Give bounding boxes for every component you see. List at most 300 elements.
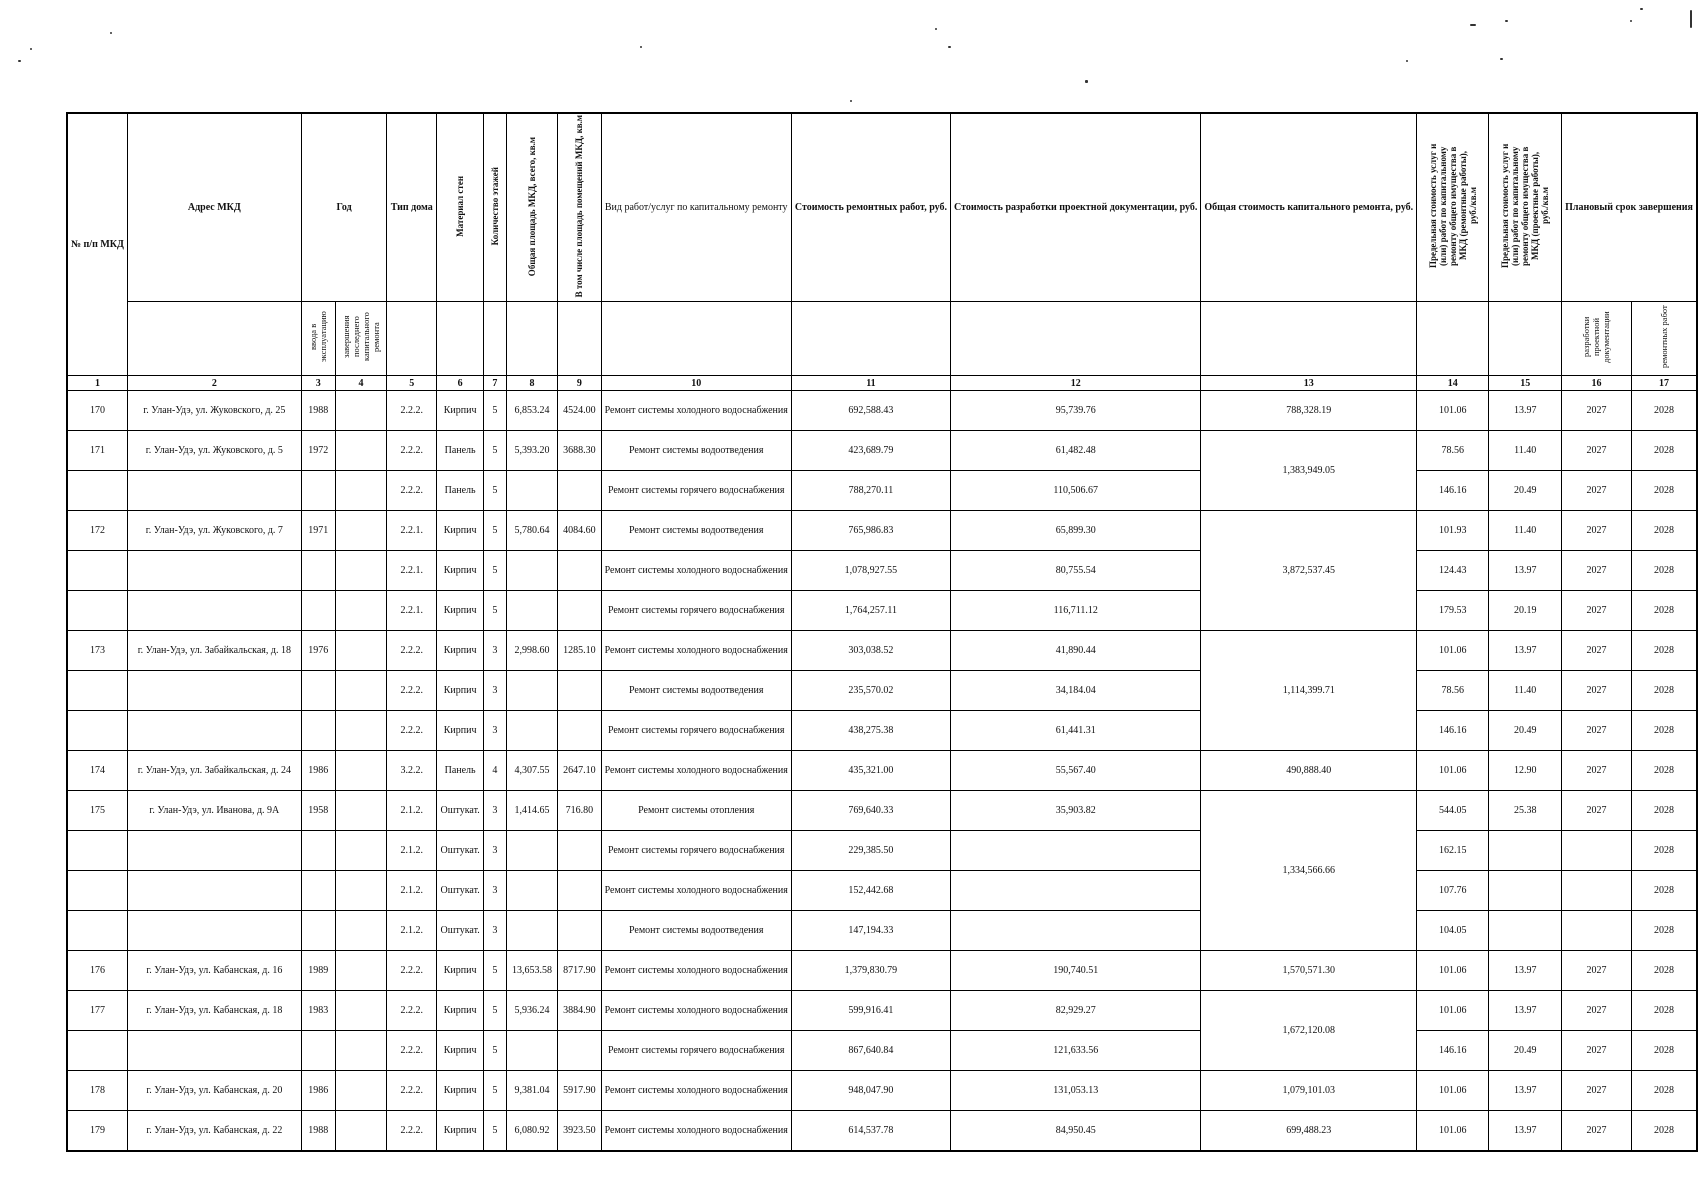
table-row — [67, 1111, 1697, 1151]
repair-cost-cell: 788,270.11 — [791, 471, 950, 511]
row-number — [67, 871, 127, 911]
work-type-cell: Ремонт системы водоотведения — [601, 671, 791, 711]
house-type-cell: 2.2.2. — [387, 1071, 437, 1111]
limit-design-cell: 11.40 — [1489, 431, 1562, 471]
total-area-cell: 5,780.64 — [506, 511, 557, 551]
col-work-type-header: Вид работ/услуг по капитальному ремонту — [601, 113, 791, 302]
deadline-repair-cell: 2028 — [1631, 991, 1697, 1031]
last-repair-year-cell — [335, 991, 387, 1031]
row-number — [67, 471, 127, 511]
last-repair-year-cell — [335, 1111, 387, 1151]
row-number — [67, 551, 127, 591]
house-type-cell: 2.2.2. — [387, 471, 437, 511]
floors-cell: 3 — [484, 831, 507, 871]
row-number: 179 — [67, 1111, 127, 1151]
design-cost-cell: 82,929.27 — [951, 991, 1201, 1031]
work-type-cell: Ремонт системы горячего водоснабжения — [601, 471, 791, 511]
deadline-repair-cell: 2028 — [1631, 871, 1697, 911]
house-type-cell: 2.1.2. — [387, 791, 437, 831]
wall-material-cell: Панель — [437, 471, 484, 511]
limit-design-cell — [1489, 911, 1562, 951]
table-row — [67, 551, 1697, 591]
last-repair-year-cell — [335, 471, 387, 511]
design-cost-cell: 131,053.13 — [951, 1071, 1201, 1111]
commission-year-cell — [301, 871, 335, 911]
col-deadline-design-header: разработки проектной документации — [1562, 302, 1632, 376]
row-number: 174 — [67, 751, 127, 791]
table-row — [67, 751, 1697, 791]
deadline-repair-cell: 2028 — [1631, 1111, 1697, 1151]
row-number — [67, 911, 127, 951]
column-number: 16 — [1562, 376, 1632, 391]
premises-area-cell — [558, 831, 601, 871]
deadline-repair-cell: 2028 — [1631, 711, 1697, 751]
total-cost-cell: 1,114,399.71 — [1201, 631, 1417, 751]
design-cost-cell: 95,739.76 — [951, 391, 1201, 431]
col-repair-cost-header: Стоимость ремонтных работ, руб. — [791, 113, 950, 302]
deadline-repair-cell: 2028 — [1631, 511, 1697, 551]
last-repair-year-cell — [335, 591, 387, 631]
column-number: 7 — [484, 376, 507, 391]
repair-cost-cell: 303,038.52 — [791, 631, 950, 671]
column-number: 1 — [67, 376, 127, 391]
premises-area-cell: 4524.00 — [558, 391, 601, 431]
wall-material-cell: Оштукат. — [437, 871, 484, 911]
deadline-repair-cell: 2028 — [1631, 431, 1697, 471]
deadline-design-cell — [1562, 871, 1632, 911]
last-repair-year-cell — [335, 1071, 387, 1111]
col-limit-design-header: Предельная стоимость услуг и (или) работ по капитальному ремонту общего имущества в МКД (проектные работы), руб./кв.м — [1489, 113, 1562, 302]
wall-material-cell: Кирпич — [437, 391, 484, 431]
premises-area-cell — [558, 711, 601, 751]
deadline-design-cell: 2027 — [1562, 631, 1632, 671]
row-number: 171 — [67, 431, 127, 471]
repair-cost-cell: 438,275.38 — [791, 711, 950, 751]
floors-cell: 3 — [484, 871, 507, 911]
premises-area-cell — [558, 1031, 601, 1071]
column-number: 3 — [301, 376, 335, 391]
design-cost-cell: 84,950.45 — [951, 1111, 1201, 1151]
house-type-cell: 2.2.1. — [387, 511, 437, 551]
total-area-cell: 5,393.20 — [506, 431, 557, 471]
premises-area-cell — [558, 871, 601, 911]
limit-design-cell: 20.19 — [1489, 591, 1562, 631]
commission-year-cell: 1972 — [301, 431, 335, 471]
deadline-design-cell: 2027 — [1562, 511, 1632, 551]
limit-design-cell: 13.97 — [1489, 391, 1562, 431]
row-number — [67, 831, 127, 871]
repair-cost-cell: 435,321.00 — [791, 751, 950, 791]
limit-design-cell — [1489, 831, 1562, 871]
house-type-cell: 2.2.2. — [387, 1031, 437, 1071]
design-cost-cell: 55,567.40 — [951, 751, 1201, 791]
house-type-cell: 2.2.1. — [387, 551, 437, 591]
deadline-repair-cell: 2028 — [1631, 1031, 1697, 1071]
column-numbers-row — [67, 376, 1697, 391]
floors-cell: 5 — [484, 1071, 507, 1111]
col-premises-area-header: В том числе площадь помещений МКД, кв.м — [558, 113, 601, 302]
col-total-area-header: Общая площадь МКД, всего, кв.м — [506, 113, 557, 302]
limit-repair-cell: 146.16 — [1417, 711, 1489, 751]
address-cell — [127, 551, 301, 591]
limit-repair-cell: 78.56 — [1417, 671, 1489, 711]
deadline-design-cell: 2027 — [1562, 1071, 1632, 1111]
work-type-cell: Ремонт системы холодного водоснабжения — [601, 951, 791, 991]
col-year-last-repair-header: завершения последнего капитального ремонта — [335, 302, 387, 376]
work-type-cell: Ремонт системы холодного водоснабжения — [601, 551, 791, 591]
wall-material-cell: Кирпич — [437, 1111, 484, 1151]
last-repair-year-cell — [335, 911, 387, 951]
wall-material-cell: Панель — [437, 751, 484, 791]
total-area-cell: 6,853.24 — [506, 391, 557, 431]
house-type-cell: 3.2.2. — [387, 751, 437, 791]
limit-design-cell: 13.97 — [1489, 631, 1562, 671]
address-cell — [127, 591, 301, 631]
limit-repair-cell: 101.06 — [1417, 751, 1489, 791]
design-cost-cell: 34,184.04 — [951, 671, 1201, 711]
last-repair-year-cell — [335, 711, 387, 751]
col-deadline-repair-header: ремонтных работ — [1631, 302, 1697, 376]
house-type-cell: 2.2.2. — [387, 631, 437, 671]
premises-area-cell: 716.80 — [558, 791, 601, 831]
limit-repair-cell: 179.53 — [1417, 591, 1489, 631]
table-row — [67, 431, 1697, 471]
total-area-cell — [506, 911, 557, 951]
limit-design-cell: 11.40 — [1489, 671, 1562, 711]
column-number: 4 — [335, 376, 387, 391]
deadline-repair-cell: 2028 — [1631, 751, 1697, 791]
floors-cell: 5 — [484, 991, 507, 1031]
table-row — [67, 991, 1697, 1031]
limit-design-cell: 20.49 — [1489, 471, 1562, 511]
address-cell: г. Улан-Удэ, ул. Кабанская, д. 16 — [127, 951, 301, 991]
design-cost-cell — [951, 871, 1201, 911]
total-area-cell — [506, 671, 557, 711]
deadline-design-cell: 2027 — [1562, 791, 1632, 831]
col-total-cost-header: Общая стоимость капитального ремонта, руб. — [1201, 113, 1417, 302]
last-repair-year-cell — [335, 1031, 387, 1071]
address-cell: г. Улан-Удэ, ул. Забайкальская, д. 18 — [127, 631, 301, 671]
premises-area-cell: 1285.10 — [558, 631, 601, 671]
address-cell: г. Улан-Удэ, ул. Жуковского, д. 5 — [127, 431, 301, 471]
design-cost-cell: 35,903.82 — [951, 791, 1201, 831]
work-type-cell: Ремонт системы горячего водоснабжения — [601, 831, 791, 871]
house-type-cell: 2.2.2. — [387, 1111, 437, 1151]
column-number: 12 — [951, 376, 1201, 391]
limit-design-cell: 13.97 — [1489, 951, 1562, 991]
premises-area-cell: 5917.90 — [558, 1071, 601, 1111]
premises-area-cell: 2647.10 — [558, 751, 601, 791]
address-cell: г. Улан-Удэ, ул. Кабанская, д. 22 — [127, 1111, 301, 1151]
repair-cost-cell: 1,764,257.11 — [791, 591, 950, 631]
row-number — [67, 671, 127, 711]
limit-repair-cell: 101.06 — [1417, 1071, 1489, 1111]
total-cost-cell: 1,334,566.66 — [1201, 791, 1417, 951]
limit-repair-cell: 101.06 — [1417, 631, 1489, 671]
limit-repair-cell: 101.06 — [1417, 991, 1489, 1031]
deadline-design-cell: 2027 — [1562, 471, 1632, 511]
deadline-design-cell: 2027 — [1562, 551, 1632, 591]
floors-cell: 3 — [484, 791, 507, 831]
last-repair-year-cell — [335, 791, 387, 831]
work-type-cell: Ремонт системы горячего водоснабжения — [601, 1031, 791, 1071]
deadline-repair-cell: 2028 — [1631, 551, 1697, 591]
floors-cell: 3 — [484, 711, 507, 751]
design-cost-cell: 61,441.31 — [951, 711, 1201, 751]
address-cell: г. Улан-Удэ, ул. Жуковского, д. 25 — [127, 391, 301, 431]
commission-year-cell — [301, 591, 335, 631]
premises-area-cell — [558, 551, 601, 591]
floors-cell: 5 — [484, 1111, 507, 1151]
work-type-cell: Ремонт системы холодного водоснабжения — [601, 991, 791, 1031]
row-number — [67, 591, 127, 631]
address-cell: г. Улан-Удэ, ул. Забайкальская, д. 24 — [127, 751, 301, 791]
total-area-cell — [506, 711, 557, 751]
total-area-cell — [506, 1031, 557, 1071]
premises-area-cell — [558, 591, 601, 631]
row-number: 175 — [67, 791, 127, 831]
column-number: 15 — [1489, 376, 1562, 391]
limit-design-cell: 25.38 — [1489, 791, 1562, 831]
deadline-design-cell: 2027 — [1562, 1111, 1632, 1151]
floors-cell: 3 — [484, 911, 507, 951]
last-repair-year-cell — [335, 671, 387, 711]
limit-design-cell: 12.90 — [1489, 751, 1562, 791]
address-cell — [127, 471, 301, 511]
house-type-cell: 2.2.2. — [387, 671, 437, 711]
address-cell: г. Улан-Удэ, ул. Жуковского, д. 7 — [127, 511, 301, 551]
house-type-cell: 2.2.1. — [387, 591, 437, 631]
wall-material-cell: Панель — [437, 431, 484, 471]
house-type-cell: 2.2.2. — [387, 951, 437, 991]
deadline-design-cell — [1562, 911, 1632, 951]
house-type-cell: 2.1.2. — [387, 831, 437, 871]
table-row — [67, 791, 1697, 831]
floors-cell: 5 — [484, 951, 507, 991]
last-repair-year-cell — [335, 551, 387, 591]
address-cell — [127, 1031, 301, 1071]
repair-cost-cell: 147,194.33 — [791, 911, 950, 951]
header-row-sub — [67, 302, 1697, 376]
work-type-cell: Ремонт системы водоотведения — [601, 431, 791, 471]
commission-year-cell: 1983 — [301, 991, 335, 1031]
table-row — [67, 631, 1697, 671]
wall-material-cell: Кирпич — [437, 551, 484, 591]
deadline-design-cell: 2027 — [1562, 991, 1632, 1031]
limit-design-cell: 20.49 — [1489, 1031, 1562, 1071]
wall-material-cell: Кирпич — [437, 991, 484, 1031]
floors-cell: 5 — [484, 431, 507, 471]
limit-repair-cell: 146.16 — [1417, 1031, 1489, 1071]
limit-design-cell: 11.40 — [1489, 511, 1562, 551]
total-area-cell: 9,381.04 — [506, 1071, 557, 1111]
repair-cost-cell: 599,916.41 — [791, 991, 950, 1031]
design-cost-cell: 116,711.12 — [951, 591, 1201, 631]
design-cost-cell — [951, 911, 1201, 951]
house-type-cell: 2.2.2. — [387, 991, 437, 1031]
deadline-design-cell: 2027 — [1562, 1031, 1632, 1071]
deadline-repair-cell: 2028 — [1631, 631, 1697, 671]
column-number: 2 — [127, 376, 301, 391]
col-limit-repair-header: Предельная стоимость услуг и (или) работ по капитальному ремонту общего имущества в МКД (ремонтные работы), руб./кв.м — [1417, 113, 1489, 302]
work-type-cell: Ремонт системы водоотведения — [601, 511, 791, 551]
design-cost-cell — [951, 831, 1201, 871]
table-row — [67, 951, 1697, 991]
limit-repair-cell: 101.06 — [1417, 1111, 1489, 1151]
deadline-design-cell: 2027 — [1562, 431, 1632, 471]
col-year-header: Год — [301, 113, 387, 302]
last-repair-year-cell — [335, 951, 387, 991]
column-number: 5 — [387, 376, 437, 391]
column-number: 9 — [558, 376, 601, 391]
col-year-commission-header: ввода в эксплуатацию — [301, 302, 335, 376]
table-row — [67, 391, 1697, 431]
repair-cost-cell: 692,588.43 — [791, 391, 950, 431]
deadline-design-cell: 2027 — [1562, 751, 1632, 791]
row-number — [67, 711, 127, 751]
total-cost-cell: 1,570,571.30 — [1201, 951, 1417, 991]
deadline-repair-cell: 2028 — [1631, 391, 1697, 431]
house-type-cell: 2.2.2. — [387, 711, 437, 751]
total-area-cell: 4,307.55 — [506, 751, 557, 791]
col-deadline-header: Плановый срок завершения — [1562, 113, 1697, 302]
limit-repair-cell: 101.06 — [1417, 391, 1489, 431]
wall-material-cell: Кирпич — [437, 1031, 484, 1071]
limit-repair-cell: 78.56 — [1417, 431, 1489, 471]
last-repair-year-cell — [335, 871, 387, 911]
repair-cost-cell: 423,689.79 — [791, 431, 950, 471]
deadline-design-cell: 2027 — [1562, 671, 1632, 711]
total-area-cell: 5,936.24 — [506, 991, 557, 1031]
row-number: 170 — [67, 391, 127, 431]
wall-material-cell: Кирпич — [437, 511, 484, 551]
table-row — [67, 671, 1697, 711]
limit-design-cell: 13.97 — [1489, 1071, 1562, 1111]
column-number: 13 — [1201, 376, 1417, 391]
row-number: 177 — [67, 991, 127, 1031]
repair-cost-cell: 769,640.33 — [791, 791, 950, 831]
col-no-header: № п/п МКД — [67, 113, 127, 376]
wall-material-cell: Кирпич — [437, 711, 484, 751]
deadline-repair-cell: 2028 — [1631, 671, 1697, 711]
limit-repair-cell: 146.16 — [1417, 471, 1489, 511]
deadline-repair-cell: 2028 — [1631, 951, 1697, 991]
house-type-cell: 2.2.2. — [387, 431, 437, 471]
floors-cell: 3 — [484, 671, 507, 711]
limit-repair-cell: 104.05 — [1417, 911, 1489, 951]
limit-repair-cell: 544.05 — [1417, 791, 1489, 831]
work-type-cell: Ремонт системы отопления — [601, 791, 791, 831]
premises-area-cell — [558, 471, 601, 511]
address-cell — [127, 911, 301, 951]
wall-material-cell: Оштукат. — [437, 911, 484, 951]
premises-area-cell: 4084.60 — [558, 511, 601, 551]
total-area-cell — [506, 471, 557, 511]
commission-year-cell — [301, 911, 335, 951]
deadline-design-cell: 2027 — [1562, 711, 1632, 751]
col-wall-material-header: Материал стен — [437, 113, 484, 302]
design-cost-cell: 121,633.56 — [951, 1031, 1201, 1071]
premises-area-cell: 8717.90 — [558, 951, 601, 991]
design-cost-cell: 61,482.48 — [951, 431, 1201, 471]
row-number: 178 — [67, 1071, 127, 1111]
last-repair-year-cell — [335, 431, 387, 471]
repair-cost-cell: 614,537.78 — [791, 1111, 950, 1151]
wall-material-cell: Кирпич — [437, 631, 484, 671]
address-cell — [127, 671, 301, 711]
column-number: 8 — [506, 376, 557, 391]
column-number: 14 — [1417, 376, 1489, 391]
design-cost-cell: 41,890.44 — [951, 631, 1201, 671]
address-cell: г. Улан-Удэ, ул. Иванова, д. 9А — [127, 791, 301, 831]
commission-year-cell — [301, 671, 335, 711]
wall-material-cell: Оштукат. — [437, 831, 484, 871]
commission-year-cell: 1986 — [301, 751, 335, 791]
deadline-design-cell: 2027 — [1562, 391, 1632, 431]
house-type-cell: 2.2.2. — [387, 391, 437, 431]
total-cost-cell: 788,328.19 — [1201, 391, 1417, 431]
commission-year-cell — [301, 1031, 335, 1071]
table-row — [67, 1071, 1697, 1111]
repair-cost-cell: 948,047.90 — [791, 1071, 950, 1111]
floors-cell: 3 — [484, 631, 507, 671]
floors-cell: 5 — [484, 471, 507, 511]
floors-cell: 5 — [484, 511, 507, 551]
table-row — [67, 911, 1697, 951]
total-area-cell — [506, 551, 557, 591]
table-row — [67, 1031, 1697, 1071]
total-area-cell — [506, 831, 557, 871]
commission-year-cell — [301, 831, 335, 871]
work-type-cell: Ремонт системы холодного водоснабжения — [601, 1111, 791, 1151]
total-cost-cell: 490,888.40 — [1201, 751, 1417, 791]
commission-year-cell: 1958 — [301, 791, 335, 831]
commission-year-cell — [301, 551, 335, 591]
table-row — [67, 591, 1697, 631]
repair-cost-cell: 229,385.50 — [791, 831, 950, 871]
wall-material-cell: Кирпич — [437, 951, 484, 991]
design-cost-cell: 190,740.51 — [951, 951, 1201, 991]
limit-repair-cell: 162.15 — [1417, 831, 1489, 871]
premises-area-cell: 3923.50 — [558, 1111, 601, 1151]
address-cell — [127, 711, 301, 751]
premises-area-cell — [558, 911, 601, 951]
table-row — [67, 831, 1697, 871]
repair-cost-cell: 152,442.68 — [791, 871, 950, 911]
total-cost-cell: 1,672,120.08 — [1201, 991, 1417, 1071]
work-type-cell: Ремонт системы холодного водоснабжения — [601, 751, 791, 791]
header-row-main — [67, 113, 1697, 302]
limit-repair-cell: 107.76 — [1417, 871, 1489, 911]
last-repair-year-cell — [335, 391, 387, 431]
house-type-cell: 2.1.2. — [387, 871, 437, 911]
total-area-cell: 6,080.92 — [506, 1111, 557, 1151]
column-number: 17 — [1631, 376, 1697, 391]
total-area-cell: 13,653.58 — [506, 951, 557, 991]
commission-year-cell: 1971 — [301, 511, 335, 551]
column-number: 11 — [791, 376, 950, 391]
wall-material-cell: Кирпич — [437, 591, 484, 631]
table-row — [67, 511, 1697, 551]
total-cost-cell: 3,872,537.45 — [1201, 511, 1417, 631]
floors-cell: 5 — [484, 591, 507, 631]
repair-cost-cell: 235,570.02 — [791, 671, 950, 711]
total-cost-cell: 1,079,101.03 — [1201, 1071, 1417, 1111]
work-type-cell: Ремонт системы холодного водоснабжения — [601, 1071, 791, 1111]
last-repair-year-cell — [335, 751, 387, 791]
deadline-design-cell: 2027 — [1562, 591, 1632, 631]
commission-year-cell: 1986 — [301, 1071, 335, 1111]
